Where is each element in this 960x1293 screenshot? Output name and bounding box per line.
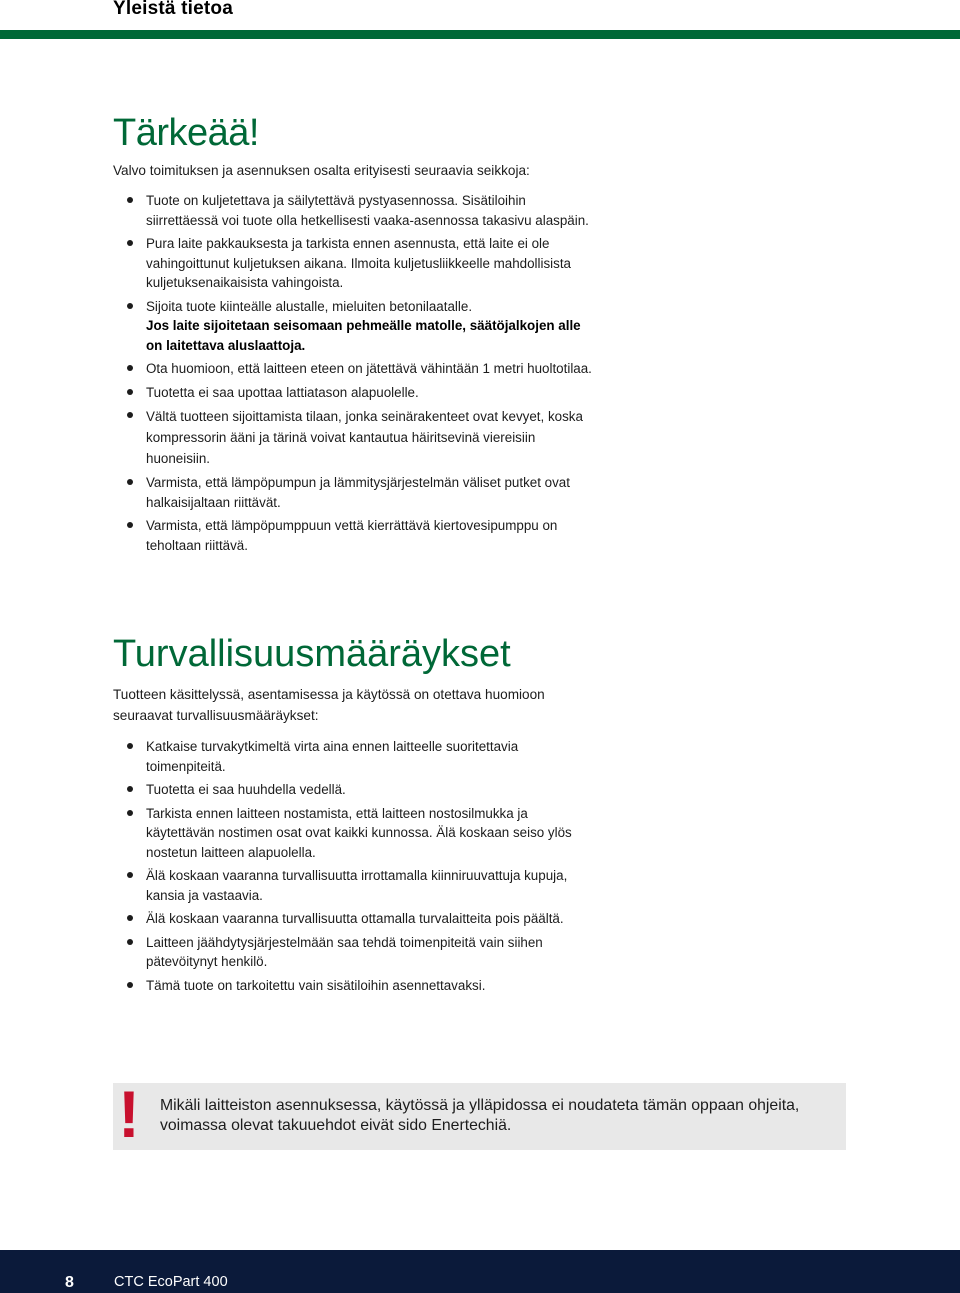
list-item bbox=[127, 234, 597, 293]
list-item bbox=[127, 804, 587, 863]
bullet-icon bbox=[127, 303, 133, 309]
bullet-icon bbox=[127, 872, 133, 878]
list-item bbox=[127, 933, 587, 972]
bullet-icon bbox=[127, 743, 133, 749]
list-item-text: Laitteen jäähdytysjärjestelmään saa tehdä toimenpiteitä vain siihen pätevöitynyt henkilö. bbox=[146, 934, 543, 969]
important-list bbox=[127, 191, 597, 559]
list-item-text: Ota huomioon, että laitteen eteen on jätettävä vähintään 1 metri huoltotilaa. bbox=[146, 361, 592, 376]
list-item bbox=[127, 976, 587, 996]
list-item-text: Tuotetta ei saa upottaa lattiatason alapuolelle. bbox=[146, 384, 419, 400]
list-item-text: Varmista, että lämpöpumpun ja lämmitysjärjestelmän väliset putket ovat halkaisijaltaan riittävät. bbox=[146, 475, 570, 510]
safety-list bbox=[127, 737, 587, 999]
list-item-text: Tarkista ennen laitteen nostamista, että laitteen nostosilmukka ja käytettävän nostimen osat ovat kaikki kunnossa. Älä koskaan seiso ylös nostetun laitteen alapuolella. bbox=[146, 805, 572, 860]
list-item-text: Sijoita tuote kiinteälle alustalle, mieluiten betonilaatalle. bbox=[146, 298, 473, 314]
warning-text: Mikäli laitteiston asennuksessa, käytössä ja ylläpidossa ei noudateta tämän oppaan ohjeita, voimassa olevat takuuehdot eivät sido Enertechiä. bbox=[160, 1097, 800, 1134]
list-item-note: Jos laite sijoitetaan seisomaan pehmeälle matolle, säätöjalkojen alle on laitettava aluslaattoja. bbox=[146, 318, 581, 353]
important-heading: Tärkeää! bbox=[113, 112, 259, 154]
list-item-text: Tuote on kuljetettava ja säilytettävä pystyasennossa. Sisätiloihin siirrettäessä voi tuote olla hetkellisesti vaaka-asennossa takasivu alaspäin. bbox=[146, 193, 589, 228]
section-title: Yleistä tietoa bbox=[113, 0, 234, 19]
bullet-icon bbox=[127, 915, 133, 921]
exclamation-icon: ! bbox=[118, 1077, 140, 1151]
page-footer bbox=[0, 1250, 960, 1293]
page-number: 8 bbox=[65, 1274, 74, 1291]
list-item bbox=[127, 866, 587, 905]
list-item bbox=[127, 406, 597, 469]
list-item-text: Älä koskaan vaaranna turvallisuutta irrottamalla kiinniruuvattuja kupuja, kansia ja vastaavia. bbox=[146, 868, 568, 903]
bullet-icon bbox=[127, 197, 133, 203]
list-item bbox=[127, 737, 587, 776]
safety-intro: Tuotteen käsittelyssä, asentamisessa ja käytössä on otettava huomioon seuraavat turvallisuusmääräykset: bbox=[113, 687, 545, 723]
list-item-text: Pura laite pakkauksesta ja tarkista ennen asennusta, että laite ei ole vahingoittunut kuljetuksen aikana. Ilmoita kuljetusliikkeelle mahdollisista kuljetuksenaikaisista vahingoista. bbox=[146, 236, 572, 290]
bullet-icon bbox=[127, 240, 133, 246]
bullet-icon bbox=[127, 389, 133, 395]
list-item bbox=[127, 383, 597, 403]
bullet-icon bbox=[127, 939, 133, 945]
list-item-text: Varmista, että lämpöpumppuun vettä kierrättävä kiertovesipumppu on teholtaan riittävä. bbox=[146, 518, 558, 553]
list-item bbox=[127, 297, 597, 356]
section-header bbox=[0, 0, 960, 42]
list-item bbox=[127, 473, 597, 512]
bullet-icon bbox=[127, 982, 133, 988]
bullet-icon bbox=[127, 522, 133, 528]
list-item-text: Vältä tuotteen sijoittamista tilaan, jonka seinärakenteet ovat kevyet, koska kompressorin ääni ja tärinä voivat kantautua häiritsevinä viereisiin huoneisiin. bbox=[146, 409, 583, 466]
bullet-icon bbox=[127, 786, 133, 792]
bullet-icon bbox=[127, 412, 133, 418]
list-item bbox=[127, 191, 597, 230]
header-rule bbox=[0, 30, 960, 39]
list-item-text: Katkaise turvakytkimeltä virta aina ennen laitteelle suoritettavia toimenpiteitä. bbox=[146, 739, 519, 774]
list-item bbox=[127, 516, 597, 555]
safety-heading: Turvallisuusmääräykset bbox=[113, 633, 511, 675]
important-intro: Valvo toimituksen ja asennuksen osalta erityisesti seuraavia seikkoja: bbox=[113, 163, 530, 178]
list-item-text: Älä koskaan vaaranna turvallisuutta ottamalla turvalaitteita pois päältä. bbox=[146, 911, 564, 926]
bullet-icon bbox=[127, 365, 133, 371]
bullet-icon bbox=[127, 479, 133, 485]
list-item-text: Tuotetta ei saa huuhdella vedellä. bbox=[146, 782, 346, 797]
list-item bbox=[127, 909, 587, 929]
list-item bbox=[127, 359, 597, 379]
product-name: CTC EcoPart 400 bbox=[114, 1274, 228, 1290]
bullet-icon bbox=[127, 810, 133, 816]
list-item-text: Tämä tuote on tarkoitettu vain sisätiloihin asennettavaksi. bbox=[146, 977, 486, 993]
list-item bbox=[127, 780, 587, 800]
warning-box bbox=[113, 1077, 846, 1151]
